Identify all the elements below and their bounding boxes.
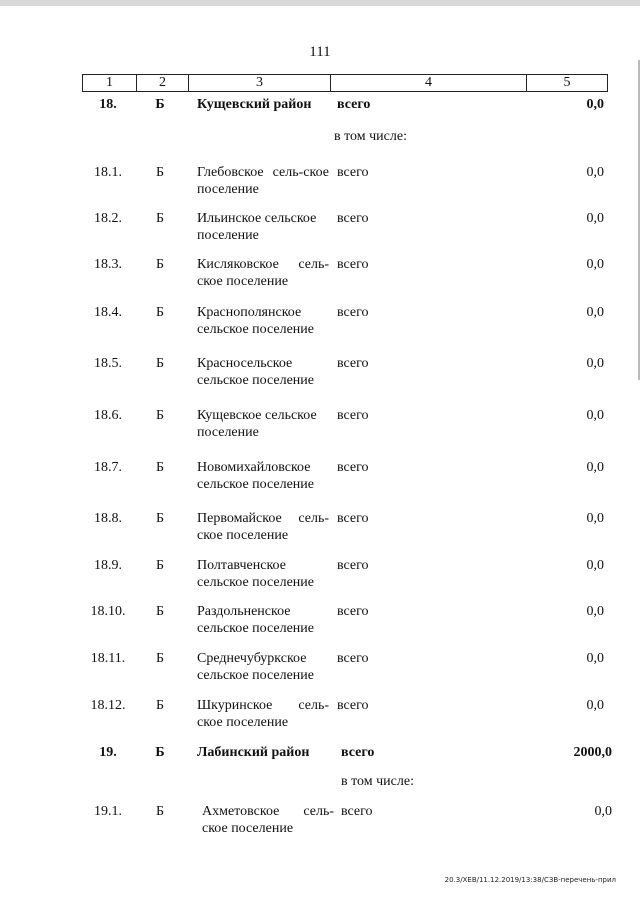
row-amount: 0,0 <box>586 558 604 573</box>
row-name: Кисляковское сель-ское поселение <box>197 257 329 289</box>
row-kind: всего <box>337 460 369 475</box>
header-col-5: 5 <box>563 75 571 90</box>
header-col-1: 1 <box>83 75 137 91</box>
header-col-4: 4 <box>331 75 527 91</box>
row-category: Б <box>155 305 165 320</box>
row-number: 18.12. <box>90 698 126 713</box>
row-category: Б <box>155 604 165 619</box>
row-number: 18.9. <box>94 558 122 573</box>
header-col-3: 3 <box>189 75 331 91</box>
including-label: в том числе: <box>334 129 407 144</box>
row-number: 18.10. <box>90 604 126 619</box>
row-amount: 0,0 <box>586 305 604 320</box>
row-kind: всего <box>337 604 369 619</box>
row-name: Краснополянское сельское поселение <box>197 305 314 337</box>
row-number: 18.8. <box>94 511 122 526</box>
row-kind: всего <box>341 804 373 819</box>
row-amount: 0,0 <box>586 460 604 475</box>
row-name: Кущевский район <box>197 97 312 112</box>
header-col-2: 2 <box>137 75 189 91</box>
table-header <box>82 74 608 92</box>
row-category: Б <box>155 745 165 760</box>
row-number: 18.2. <box>94 211 122 226</box>
row-number: 18.7. <box>94 460 122 475</box>
row-amount: 0,0 <box>586 97 604 112</box>
row-kind: всего <box>337 558 369 573</box>
row-amount: 0,0 <box>594 804 612 819</box>
row-number: 18.4. <box>94 305 122 320</box>
row-number: 18.1. <box>94 165 122 180</box>
row-kind: всего <box>337 97 371 112</box>
row-category: Б <box>155 408 165 423</box>
row-number: 18.5. <box>94 356 122 371</box>
row-amount: 0,0 <box>586 698 604 713</box>
row-number: 18.3. <box>94 257 122 272</box>
row-kind: всего <box>337 408 369 423</box>
row-kind: всего <box>337 651 369 666</box>
row-kind: всего <box>337 511 369 526</box>
row-category: Б <box>155 460 165 475</box>
row-category: Б <box>155 165 165 180</box>
row-amount: 0,0 <box>586 651 604 666</box>
scan-artifact-top <box>0 0 640 6</box>
row-amount: 0,0 <box>586 604 604 619</box>
row-kind: всего <box>337 356 369 371</box>
row-name: Первомайское сель-ское поселение <box>197 511 329 543</box>
row-amount: 0,0 <box>586 165 604 180</box>
row-number: 18.11. <box>90 651 126 666</box>
row-amount: 0,0 <box>586 211 604 226</box>
row-category: Б <box>155 511 165 526</box>
row-amount: 0,0 <box>586 511 604 526</box>
row-kind: всего <box>341 745 375 760</box>
row-kind: всего <box>337 698 369 713</box>
row-kind: всего <box>337 211 369 226</box>
row-category: Б <box>155 211 165 226</box>
row-name: Красносельское сельское поселение <box>197 356 314 388</box>
row-kind: всего <box>337 305 369 320</box>
row-name: Глебовское сель-ское поселение <box>197 165 329 197</box>
row-name: Новомихайловское сельское поселение <box>197 460 314 492</box>
row-kind: всего <box>337 165 369 180</box>
row-category: Б <box>155 97 165 112</box>
row-category: Б <box>155 651 165 666</box>
row-number: 19. <box>99 745 117 760</box>
row-name: Ильинское сельское поселение <box>197 211 317 243</box>
including-label: в том числе: <box>341 774 414 789</box>
row-category: Б <box>155 558 165 573</box>
row-number: 19.1. <box>94 804 122 819</box>
row-name: Шкуринское сель-ское поселение <box>197 698 329 730</box>
row-category: Б <box>155 257 165 272</box>
row-name: Полтавченское сельское поселение <box>197 558 314 590</box>
row-category: Б <box>155 804 165 819</box>
row-category: Б <box>155 698 165 713</box>
row-category: Б <box>155 356 165 371</box>
row-number: 18.6. <box>94 408 122 423</box>
row-amount: 2000,0 <box>573 745 612 760</box>
row-name: Ахметовское сель-ское поселение <box>202 804 334 836</box>
row-name: Раздольненское сельское поселение <box>197 604 314 636</box>
document-footer-code: 20.3/ХЕВ/11.12.2019/13:38/СЗВ-перечень-прил <box>444 876 616 884</box>
page-number: 111 <box>309 44 331 60</box>
row-number: 18. <box>99 97 117 112</box>
row-name: Кущевское сельское поселение <box>197 408 317 440</box>
row-amount: 0,0 <box>586 356 604 371</box>
row-name: Лабинский район <box>197 745 310 760</box>
row-name: Среднечубуркское сельское поселение <box>197 651 314 683</box>
row-kind: всего <box>337 257 369 272</box>
row-amount: 0,0 <box>586 257 604 272</box>
row-amount: 0,0 <box>586 408 604 423</box>
